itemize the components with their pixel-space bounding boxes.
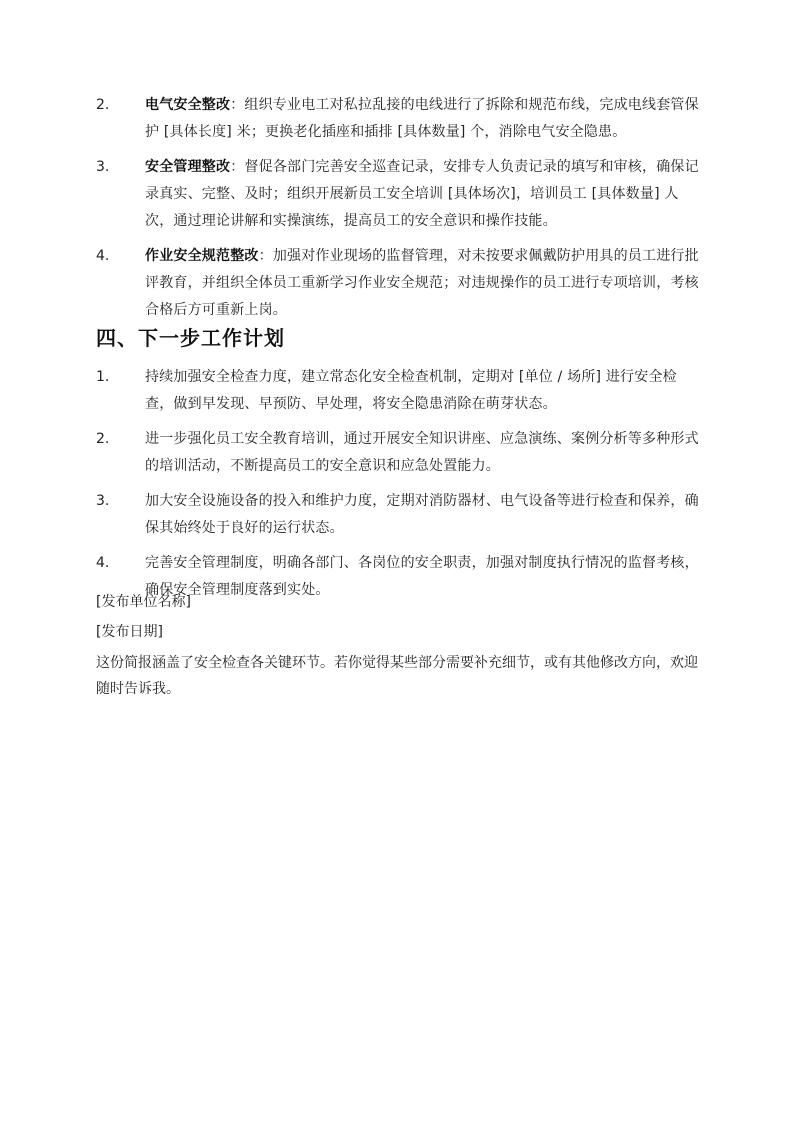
list-item-text: 完善安全管理制度，明确各部门、各岗位的安全职责，加强对制度执行情况的监督考核，确保安全管理制度落到实处。 bbox=[145, 555, 699, 598]
plan-list bbox=[0, 364, 794, 612]
list-item bbox=[0, 243, 794, 324]
list-item-text: 持续加强安全检查力度，建立常态化安全检查机制，定期对 [单位 / 场所] 进行安全检查，做到早发现、早预防、早处理，将安全隐患消除在萌芽状态。 bbox=[145, 369, 677, 412]
item-colon: ： bbox=[230, 159, 245, 175]
list-number: 2. bbox=[96, 97, 110, 113]
item-colon: ： bbox=[258, 248, 273, 264]
list-item-text bbox=[145, 92, 705, 146]
closing-note: 这份简报涵盖了安全检查各关键环节。若你觉得某些部分需要补充细节，或有其他修改方向，欢迎随时告诉我。 bbox=[96, 655, 698, 697]
list-item-text: 加大安全设施设备的投入和维护力度，定期对消防器材、电气设备等进行检查和保养，确保其始终处于良好的运行状态。 bbox=[145, 493, 699, 536]
rectification-list bbox=[0, 92, 794, 332]
list-item bbox=[0, 154, 794, 235]
list-item bbox=[0, 426, 794, 480]
publish-date-placeholder: [发布日期] bbox=[96, 624, 163, 640]
list-item-text: 进一步强化员工安全教育培训，通过开展安全知识讲座、应急演练、案例分析等多种形式的培训活动，不断提高员工的安全意识和应急处置能力。 bbox=[145, 431, 699, 474]
item-body: 组织专业电工对私拉乱接的电线进行了拆除和规范布线，完成电线套管保护 [具体长度] 米；更换老化插座和插排 [具体数量] 个，消除电气安全隐患。 bbox=[145, 97, 699, 140]
list-item bbox=[0, 92, 794, 146]
list-number: 3. bbox=[96, 493, 110, 509]
list-number: 1. bbox=[96, 369, 110, 385]
list-item bbox=[0, 488, 794, 542]
list-item bbox=[0, 364, 794, 418]
section-heading: 四、下一步工作计划 bbox=[96, 326, 285, 350]
list-number: 2. bbox=[96, 431, 110, 447]
list-number: 4. bbox=[96, 555, 110, 571]
item-title: 作业安全规范整改 bbox=[145, 248, 259, 264]
item-body: 督促各部门完善安全巡查记录，安排专人负责记录的填写和审核，确保记录真实、完整、及时；组织开展新员工安全培训 [具体场次]，培训员工 [具体数量] 人次，通过理论讲解和实操演练，提高员工的安全意识和操作技能。 bbox=[145, 159, 699, 229]
list-item-text bbox=[145, 154, 705, 235]
list-number: 4. bbox=[96, 248, 110, 264]
item-colon: ： bbox=[230, 97, 245, 113]
publisher-placeholder: [发布单位名称] bbox=[96, 594, 191, 610]
list-item-text bbox=[145, 243, 705, 324]
list-number: 3. bbox=[96, 159, 110, 175]
item-title: 电气安全整改 bbox=[145, 97, 231, 113]
item-body: 加强对作业现场的监督管理，对未按要求佩戴防护用具的员工进行批评教育，并组织全体员工重新学习作业安全规范；对违规操作的员工进行专项培训，考核合格后方可重新上岗。 bbox=[145, 248, 699, 318]
item-title: 安全管理整改 bbox=[145, 159, 231, 175]
